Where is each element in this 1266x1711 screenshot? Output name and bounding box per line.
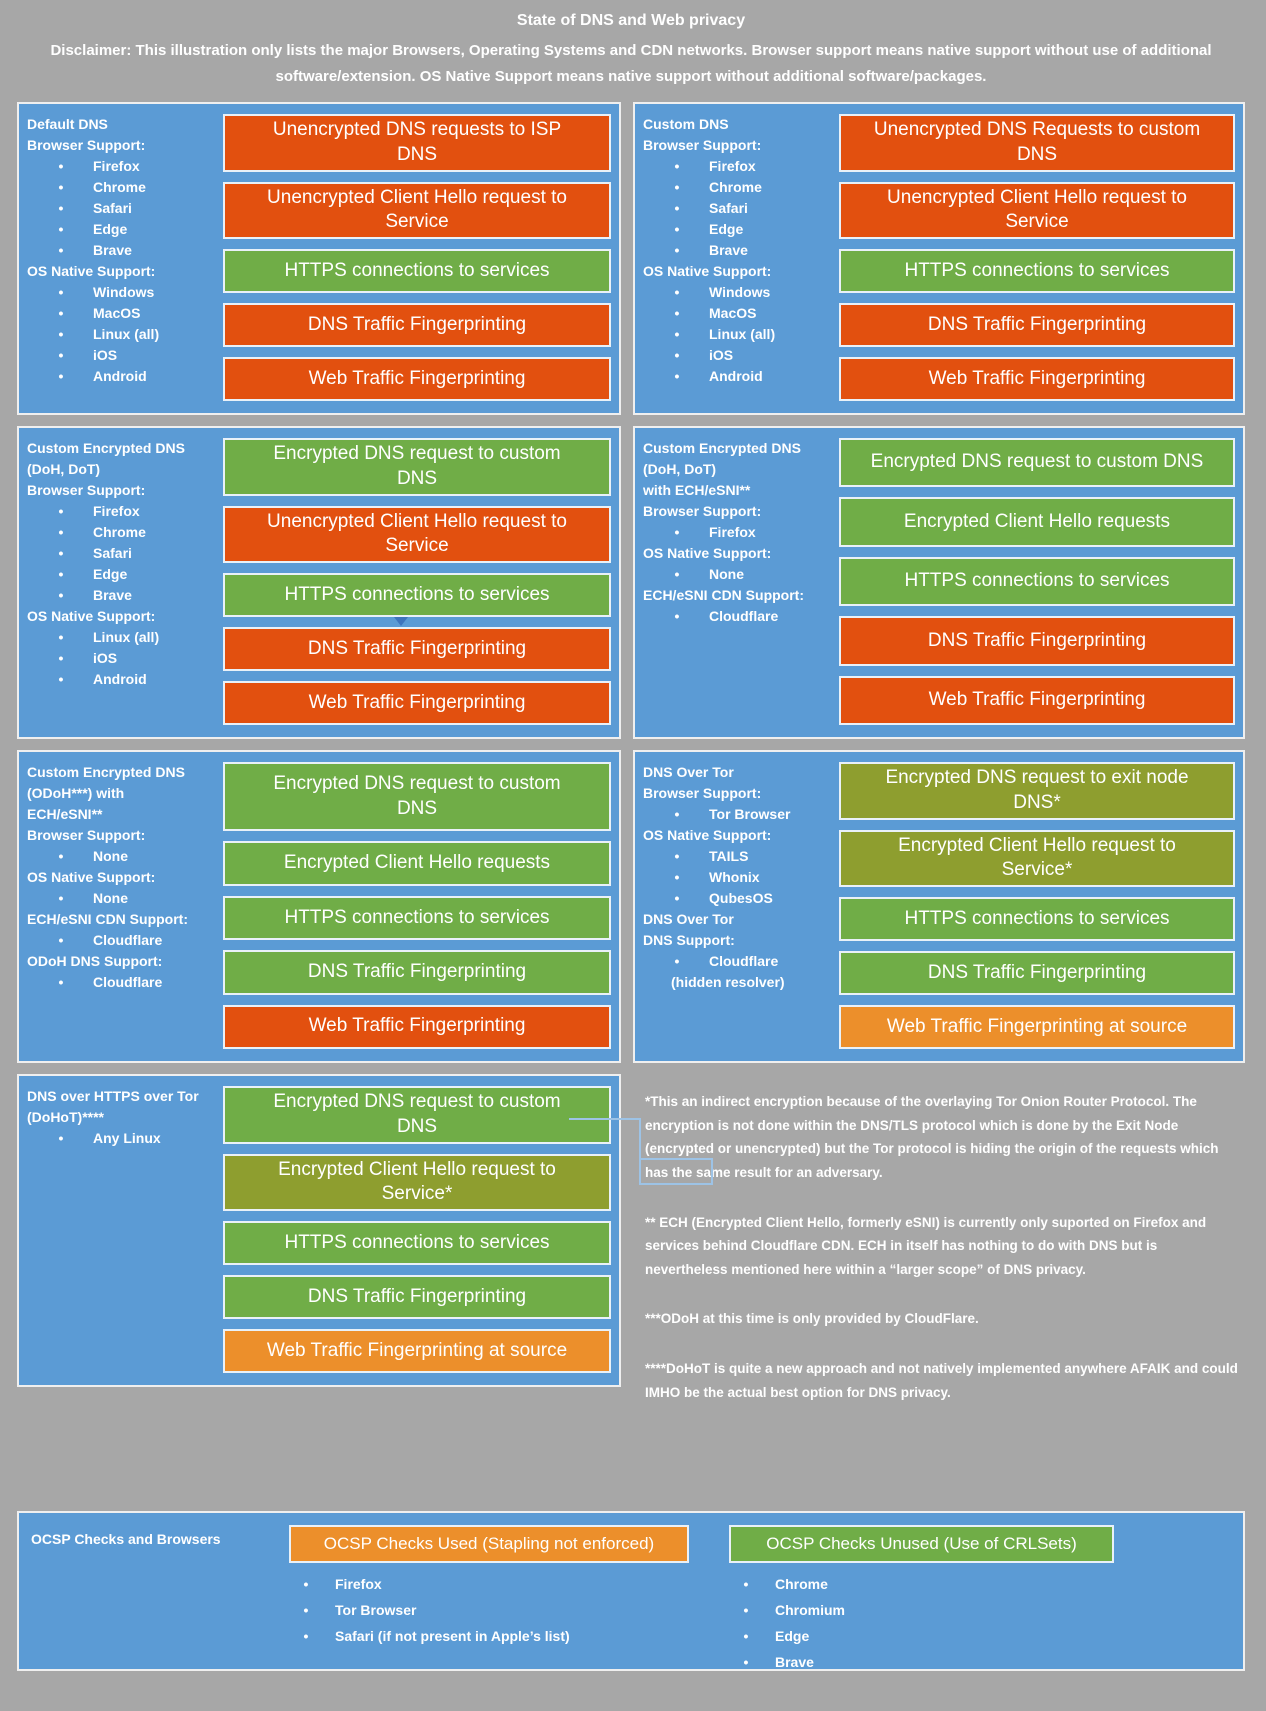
bullet-icon: • (674, 347, 680, 363)
support-heading: ECH/eSNI** (27, 806, 103, 822)
support-item-label: iOS (93, 347, 118, 363)
support-heading: DNS Over Tor (643, 911, 734, 927)
status-box: DNS Traffic Fingerprinting (223, 627, 611, 671)
panel-custom-dns (633, 102, 1245, 415)
support-item (27, 324, 217, 345)
bullet-icon: • (303, 1576, 309, 1592)
support-item-label: iOS (709, 347, 734, 363)
support-item (643, 240, 833, 261)
support-item (27, 303, 217, 324)
support-item-label: Linux (all) (93, 629, 160, 645)
support-heading: Browser Support: (27, 137, 146, 153)
support-heading: Custom Encrypted DNS (643, 440, 801, 456)
support-item-label: Safari (709, 200, 748, 216)
bullet-icon: • (674, 890, 680, 906)
status-box: HTTPS connections to services (223, 896, 611, 940)
status-boxes (833, 432, 1235, 731)
support-item-label: Brave (93, 242, 132, 258)
support-item (27, 522, 217, 543)
status-box: Encrypted DNS request to exit node DNS* (839, 762, 1235, 820)
support-item-label: Any Linux (93, 1130, 161, 1146)
browser-item-label: Firefox (335, 1576, 382, 1592)
support-heading: DNS Support: (643, 932, 735, 948)
support-item-label: Whonix (709, 869, 760, 885)
status-box: Unencrypted DNS requests to ISP DNS (223, 114, 611, 172)
header (17, 10, 1245, 90)
bullet-icon: • (674, 368, 680, 384)
status-box: DNS Traffic Fingerprinting (223, 1275, 611, 1319)
support-item (643, 198, 833, 219)
panels-grid (17, 102, 1245, 1400)
panel-sidebar (27, 1080, 217, 1379)
selection-artifact-icon (394, 617, 408, 626)
status-box: HTTPS connections to services (223, 249, 611, 293)
support-item (27, 564, 217, 585)
support-item (27, 543, 217, 564)
support-item-label: None (709, 566, 744, 582)
support-item-label: Firefox (709, 158, 756, 174)
support-item (643, 156, 833, 177)
support-heading: OS Native Support: (643, 263, 772, 279)
support-heading: OS Native Support: (27, 263, 156, 279)
bullet-icon: • (303, 1628, 309, 1644)
support-item (643, 324, 833, 345)
footnote-text: ** ECH (Encrypted Client Hello, formerly eSNI) is currently only suported on Firefox and services behind Cloudflare CDN. ECH in itself has nothing to do with DNS but is nevertheless mentioned here within a “larger scope” of DNS privacy. (645, 1214, 1207, 1277)
ocsp-used-list (289, 1571, 729, 1649)
status-box: HTTPS connections to services (839, 897, 1235, 941)
support-item (27, 888, 217, 909)
status-box: Web Traffic Fingerprinting (223, 357, 611, 401)
support-item-label: Chrome (93, 179, 146, 195)
bullet-icon: • (58, 242, 64, 258)
support-heading: Browser Support: (27, 482, 146, 498)
support-heading: DNS over HTTPS over Tor (27, 1088, 199, 1104)
status-box: HTTPS connections to services (223, 573, 611, 617)
support-heading: Browser Support: (643, 137, 762, 153)
browser-item (729, 1571, 1231, 1597)
footnotes (633, 1074, 1245, 1400)
support-item (643, 606, 833, 627)
support-item-label: Firefox (709, 524, 756, 540)
status-box: DNS Traffic Fingerprinting (223, 950, 611, 994)
support-item (27, 282, 217, 303)
support-heading: Default DNS (27, 116, 108, 132)
bullet-icon: • (674, 221, 680, 237)
page-title: State of DNS and Web privacy (516, 12, 746, 29)
support-item-label: Linux (all) (93, 326, 160, 342)
support-item-label: Tor Browser (709, 806, 791, 822)
connector-callout (639, 1158, 713, 1185)
panel-custom-encrypted-dns-odoh (17, 750, 621, 1063)
bullet-icon: • (58, 368, 64, 384)
bullet-icon: • (58, 848, 64, 864)
bullet-icon: • (743, 1602, 749, 1618)
support-item-label: Chrome (93, 524, 146, 540)
browser-item (289, 1571, 729, 1597)
support-heading: Browser Support: (643, 503, 762, 519)
bullet-icon: • (58, 326, 64, 342)
bullet-icon: • (674, 305, 680, 321)
bullet-icon: • (674, 953, 680, 969)
status-box: Web Traffic Fingerprinting (223, 681, 611, 725)
support-item (27, 177, 217, 198)
status-box: Web Traffic Fingerprinting (839, 357, 1235, 401)
support-item-label: Windows (709, 284, 771, 300)
status-box: Web Traffic Fingerprinting (223, 1005, 611, 1049)
support-item-label: Edge (93, 566, 128, 582)
support-item (643, 303, 833, 324)
browser-item (289, 1597, 729, 1623)
bullet-icon: • (674, 848, 680, 864)
support-item-label: Cloudflare (93, 974, 163, 990)
support-item-label: Android (709, 368, 763, 384)
panel-sidebar (643, 756, 833, 1055)
support-item (27, 198, 217, 219)
support-item (643, 282, 833, 303)
status-boxes (833, 108, 1235, 407)
status-box: Web Traffic Fingerprinting at source (223, 1329, 611, 1373)
bullet-icon: • (674, 242, 680, 258)
support-item-label: MacOS (93, 305, 141, 321)
status-box: Web Traffic Fingerprinting (839, 676, 1235, 725)
browser-item (729, 1623, 1231, 1649)
support-item-label: Firefox (93, 158, 140, 174)
browser-item (729, 1649, 1231, 1675)
browser-item-label: Safari (if not present in Apple’s list) (335, 1628, 570, 1644)
support-heading: Browser Support: (643, 785, 762, 801)
support-item-label: None (93, 890, 128, 906)
status-box: Unencrypted Client Hello request to Service (223, 506, 611, 564)
browser-item-label: Chrome (775, 1576, 828, 1592)
support-item (643, 564, 833, 585)
support-item-label: Cloudflare (709, 608, 779, 624)
bullet-icon: • (58, 158, 64, 174)
support-heading: ODoH DNS Support: (27, 953, 163, 969)
support-heading: OS Native Support: (643, 827, 772, 843)
support-item-label: Brave (709, 242, 748, 258)
status-boxes (217, 432, 611, 731)
support-item (27, 972, 217, 993)
support-item (27, 501, 217, 522)
support-item-label: Windows (93, 284, 155, 300)
support-item (643, 888, 833, 909)
support-heading: (DoH, DoT) (27, 461, 101, 477)
bullet-icon: • (58, 524, 64, 540)
status-box: DNS Traffic Fingerprinting (839, 616, 1235, 665)
support-heading: OS Native Support: (27, 608, 156, 624)
status-box: Encrypted Client Hello requests (839, 497, 1235, 546)
support-item (27, 156, 217, 177)
bullet-icon: • (674, 608, 680, 624)
bullet-icon: • (58, 545, 64, 561)
panel-sidebar (643, 432, 833, 731)
browser-item (729, 1597, 1231, 1623)
browser-item-label: Edge (775, 1628, 810, 1644)
support-item-label: None (93, 848, 128, 864)
disclaimer-text: Disclaimer: This illustration only lists the major Browsers, Operating Systems and CDN networks. Browser support means native support without use of additional software/extension. OS Native Support means native support without additional software/packages. (50, 42, 1212, 85)
support-heading: (ODoH***) with (27, 785, 125, 801)
footnote-text: ***ODoH at this time is only provided by CloudFlare. (645, 1311, 979, 1327)
support-item-label: Cloudflare (93, 932, 163, 948)
bullet-icon: • (674, 284, 680, 300)
support-heading: DNS Over Tor (643, 764, 734, 780)
bullet-icon: • (58, 566, 64, 582)
ocsp-title: OCSP Checks and Browsers (31, 1531, 221, 1547)
support-item (643, 219, 833, 240)
bullet-icon: • (303, 1602, 309, 1618)
support-heading: ECH/eSNI CDN Support: (643, 587, 804, 603)
bullet-icon: • (743, 1628, 749, 1644)
status-box: DNS Traffic Fingerprinting (839, 303, 1235, 347)
support-item (643, 867, 833, 888)
status-box: Encrypted DNS request to custom DNS (223, 762, 611, 831)
support-item-label: TAILS (709, 848, 749, 864)
support-item (27, 585, 217, 606)
support-heading: (DoHoT)**** (27, 1109, 104, 1125)
bullet-icon: • (58, 200, 64, 216)
panel-custom-encrypted-dns-ech (633, 426, 1245, 739)
support-heading: Custom DNS (643, 116, 729, 132)
bullet-icon: • (58, 179, 64, 195)
support-item-label: Edge (93, 221, 128, 237)
support-item (643, 846, 833, 867)
support-item-label: MacOS (709, 305, 757, 321)
support-item (27, 930, 217, 951)
bullet-icon: • (58, 284, 64, 300)
support-item-label: Linux (all) (709, 326, 776, 342)
status-box: DNS Traffic Fingerprinting (839, 951, 1235, 995)
status-box: HTTPS connections to services (223, 1221, 611, 1265)
panel-custom-encrypted-dns (17, 426, 621, 739)
bullet-icon: • (58, 974, 64, 990)
bullet-icon: • (743, 1576, 749, 1592)
bullet-icon: • (674, 179, 680, 195)
bullet-icon: • (58, 503, 64, 519)
support-item-label: Cloudflare (709, 953, 779, 969)
support-item (27, 1128, 217, 1149)
status-box: Unencrypted DNS Requests to custom DNS (839, 114, 1235, 172)
support-heading: ECH/eSNI CDN Support: (27, 911, 188, 927)
footnote-text: ****DoHoT is quite a new approach and not natively implemented anywhere AFAIK and could IMHO be the actual best option for DNS privacy. (645, 1361, 1238, 1400)
support-heading: Custom Encrypted DNS (27, 764, 185, 780)
bullet-icon: • (58, 305, 64, 321)
status-boxes (217, 108, 611, 407)
browser-item-label: Chromium (775, 1602, 845, 1618)
support-item (27, 648, 217, 669)
ocsp-unused-list (729, 1571, 1231, 1675)
support-item (27, 219, 217, 240)
bullet-icon: • (58, 1130, 64, 1146)
support-item (27, 627, 217, 648)
connector-line (639, 1118, 641, 1160)
ocsp-unused-box: OCSP Checks Unused (Use of CRLSets) (729, 1525, 1114, 1563)
support-item (643, 177, 833, 198)
connector-line (569, 1118, 639, 1120)
bullet-icon: • (58, 932, 64, 948)
panel-sidebar (27, 432, 217, 731)
bullet-icon: • (674, 326, 680, 342)
support-item-label: Firefox (93, 503, 140, 519)
bullet-icon: • (58, 671, 64, 687)
browser-item (289, 1623, 729, 1649)
support-item (27, 240, 217, 261)
panel-default-dns (17, 102, 621, 415)
status-boxes (217, 1080, 611, 1379)
bullet-icon: • (674, 200, 680, 216)
status-box: Unencrypted Client Hello request to Service (223, 182, 611, 240)
support-heading: OS Native Support: (643, 545, 772, 561)
support-item-label: QubesOS (709, 890, 773, 906)
status-box: Unencrypted Client Hello request to Service (839, 182, 1235, 240)
bullet-icon: • (674, 566, 680, 582)
support-heading: (DoH, DoT) (643, 461, 717, 477)
support-heading: Custom Encrypted DNS (27, 440, 185, 456)
status-box: HTTPS connections to services (839, 557, 1235, 606)
browser-item-label: Tor Browser (335, 1602, 417, 1618)
ocsp-used-box: OCSP Checks Used (Stapling not enforced) (289, 1525, 689, 1563)
bullet-icon: • (674, 524, 680, 540)
bullet-icon: • (58, 587, 64, 603)
status-box: HTTPS connections to services (839, 249, 1235, 293)
bullet-icon: • (674, 158, 680, 174)
status-box: Encrypted Client Hello requests (223, 841, 611, 885)
panel-dns-over-tor (633, 750, 1245, 1063)
bullet-icon: • (674, 806, 680, 822)
support-item (643, 345, 833, 366)
support-item-label: Brave (93, 587, 132, 603)
support-item-label: Safari (93, 200, 132, 216)
status-box: Web Traffic Fingerprinting at source (839, 1005, 1235, 1049)
status-box: Encrypted DNS request to custom DNS (223, 1086, 611, 1144)
ocsp-unused-column (729, 1521, 1231, 1670)
bullet-icon: • (58, 629, 64, 645)
support-item (27, 846, 217, 867)
support-heading: Browser Support: (27, 827, 146, 843)
support-item-label: Android (93, 368, 147, 384)
bullet-icon: • (58, 221, 64, 237)
support-item (27, 345, 217, 366)
support-item (27, 366, 217, 387)
support-item-label: Chrome (709, 179, 762, 195)
support-heading: OS Native Support: (27, 869, 156, 885)
panel-dohot (17, 1074, 621, 1387)
browser-item-label: Brave (775, 1654, 814, 1670)
support-item-label: Android (93, 671, 147, 687)
panel-sidebar (27, 108, 217, 407)
footnote-text: *This an indirect encryption because of the overlaying Tor Onion Router Protocol. The encryption is not done within the DNS/TLS protocol which is done by the Exit Node (encrypted or unencrypted) but the Tor protocol is hiding the origin of the requests which has the same result for an adversary. (645, 1094, 1219, 1180)
support-item (643, 522, 833, 543)
status-box: Encrypted DNS request to custom DNS (839, 438, 1235, 487)
support-item (643, 951, 833, 972)
bullet-icon: • (674, 869, 680, 885)
panel-ocsp (17, 1511, 1245, 1671)
support-item (643, 366, 833, 387)
status-box: Encrypted Client Hello request to Service* (223, 1154, 611, 1212)
support-item-label: iOS (93, 650, 118, 666)
support-heading: with ECH/eSNI** (643, 482, 751, 498)
status-box: Encrypted DNS request to custom DNS (223, 438, 611, 496)
panel-sidebar (643, 108, 833, 407)
support-item-note: (hidden resolver) (671, 974, 785, 990)
status-box: DNS Traffic Fingerprinting (223, 303, 611, 347)
panel-sidebar (27, 756, 217, 1055)
support-item-label: Safari (93, 545, 132, 561)
support-item-label: Edge (709, 221, 744, 237)
bullet-icon: • (58, 890, 64, 906)
bullet-icon: • (743, 1654, 749, 1670)
status-boxes (217, 756, 611, 1055)
status-boxes (833, 756, 1235, 1055)
bullet-icon: • (58, 347, 64, 363)
ocsp-used-column (289, 1521, 729, 1661)
bullet-icon: • (58, 650, 64, 666)
support-item (643, 804, 833, 825)
status-box: Encrypted Client Hello request to Service* (839, 830, 1235, 888)
support-item (27, 669, 217, 690)
